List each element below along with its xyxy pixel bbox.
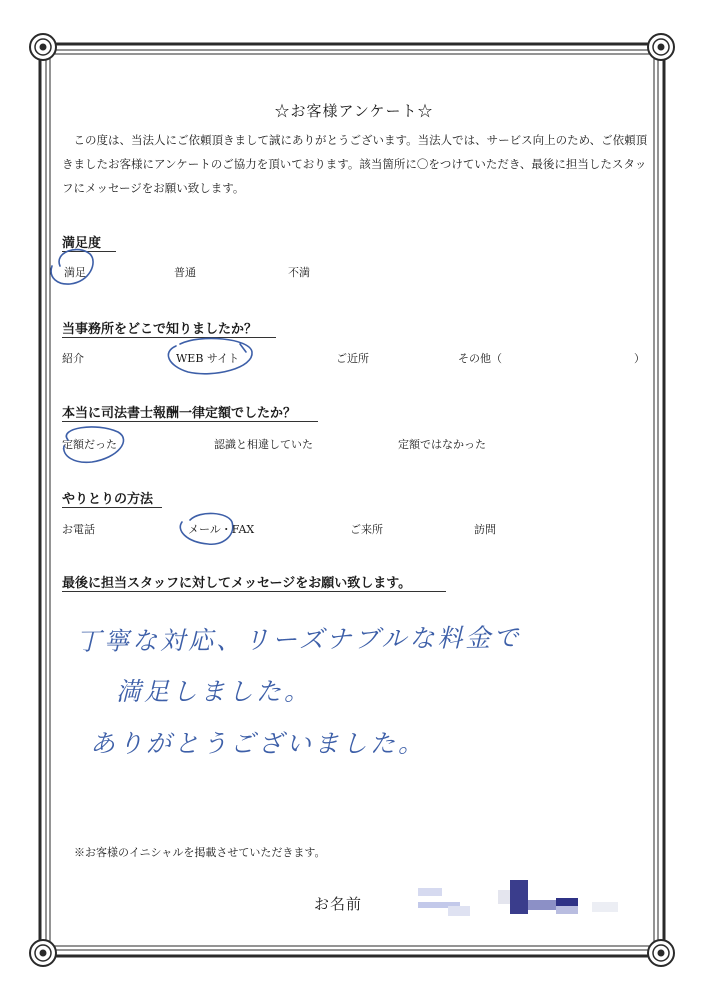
q2-option-referral[interactable]: 紹介 — [62, 352, 84, 365]
handwritten-message-line-3: ありがとうございました。 — [90, 729, 427, 758]
q4-option-visit-office[interactable]: ご来所 — [350, 523, 383, 536]
q4-option-email-fax[interactable]: メール・FAX — [188, 523, 255, 536]
q4-option-phone[interactable]: お電話 — [62, 523, 95, 536]
q2-other-close-paren: ） — [634, 352, 645, 365]
intro-text: この度は、当法人にご依頼頂きまして誠にありがとうございます。当法人では、サービス向上のため、ご依頼頂きましたお客様にアンケートのご協力を頂いております。該当箇所に〇をつけていただき、最後に担当したスタッフにメッセージをお願い致します。 — [62, 133, 648, 195]
q1-option-dissatisfied[interactable]: 不満 — [288, 266, 310, 279]
q3-option-flat-rate[interactable]: 定額だった — [62, 438, 117, 451]
q2-option-website[interactable]: WEB サイト — [176, 352, 240, 365]
form-title: ☆お客様アンケート☆ — [274, 102, 434, 120]
q3-heading: 本当に司法書士報酬一律定額でしたか？ — [62, 406, 297, 421]
handwritten-message-line-2: 満足しました。 — [116, 677, 313, 706]
selection-circle-icon — [51, 250, 93, 285]
selection-circle-icon — [180, 513, 232, 544]
q2-option-other[interactable]: その他（ — [458, 352, 502, 365]
name-label: お名前 — [314, 895, 363, 913]
handwritten-message-line-1: 丁寧な対応、リーズナブルな料金で — [75, 623, 522, 656]
q4-heading: やりとりの方法 — [62, 492, 154, 507]
q2-option-neighborhood[interactable]: ご近所 — [336, 352, 369, 365]
q4-option-home-visit[interactable]: 訪問 — [474, 523, 496, 536]
q2-heading: 当事務所をどこで知りましたか？ — [62, 322, 258, 337]
q5-heading: 最後に担当スタッフに対してメッセージをお願い致します。 — [62, 576, 412, 591]
selection-circle-icon — [64, 427, 124, 462]
q1-heading: 満足度 — [62, 236, 102, 251]
q1-option-satisfied[interactable]: 満足 — [64, 266, 86, 279]
selection-circle-icon — [168, 338, 252, 373]
q3-option-different[interactable]: 認識と相違していた — [214, 438, 313, 451]
q1-option-normal[interactable]: 普通 — [174, 266, 196, 279]
q3-option-not-flat[interactable]: 定額ではなかった — [398, 438, 486, 451]
initials-note: ※お客様のイニシャルを掲載させていただきます。 — [74, 846, 326, 859]
